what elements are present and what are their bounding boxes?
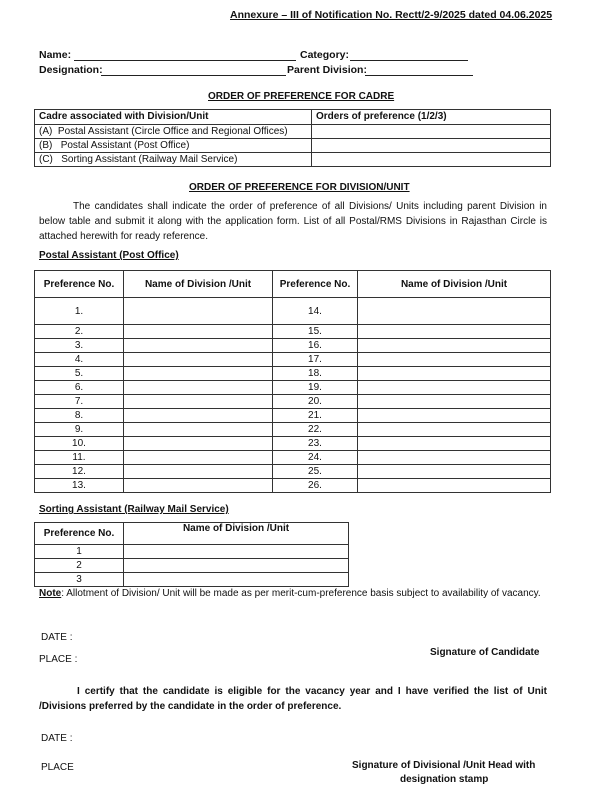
pa-header-division-2: Name of Division /Unit bbox=[358, 271, 551, 298]
pref-no: 20. bbox=[273, 395, 358, 409]
division-cell[interactable] bbox=[358, 367, 551, 381]
pref-no: 11. bbox=[35, 451, 124, 465]
cadre-preference-cell[interactable] bbox=[312, 125, 551, 139]
division-cell[interactable] bbox=[358, 479, 551, 493]
cadre-label: Sorting Assistant (Railway Mail Service) bbox=[61, 154, 238, 165]
head-signature-line1: Signature of Divisional /Unit Head with bbox=[352, 760, 536, 771]
pref-no: 21. bbox=[273, 409, 358, 423]
division-cell[interactable] bbox=[124, 367, 273, 381]
table-row bbox=[35, 423, 551, 437]
sa-header-division: Name of Division /Unit bbox=[124, 523, 349, 545]
cert-place: PLACE bbox=[41, 762, 74, 773]
pref-no: 9. bbox=[35, 423, 124, 437]
division-cell[interactable] bbox=[124, 381, 273, 395]
cert-date: DATE : bbox=[41, 733, 73, 744]
table-row bbox=[35, 367, 551, 381]
division-cell[interactable] bbox=[124, 298, 273, 325]
certification-text: I certify that the candidate is eligible for the vacancy year and I have verified the list of Unit /Divisions preferred by the candidate in the order of preference. bbox=[39, 686, 547, 712]
division-cell[interactable] bbox=[358, 298, 551, 325]
division-cell[interactable] bbox=[124, 339, 273, 353]
division-cell[interactable] bbox=[358, 339, 551, 353]
division-cell[interactable] bbox=[124, 353, 273, 367]
division-cell[interactable] bbox=[358, 465, 551, 479]
pa-table-title: Postal Assistant (Post Office) bbox=[39, 250, 179, 261]
pref-no: 2 bbox=[35, 559, 124, 573]
pref-no: 1. bbox=[35, 298, 124, 325]
pref-no: 2. bbox=[35, 325, 124, 339]
parent-division-label: Parent Division: bbox=[287, 64, 367, 76]
note-text: : Allotment of Division/ Unit will be made as per merit-cum-preference basis subject to availability of vacancy. bbox=[61, 588, 541, 599]
table-row bbox=[35, 545, 349, 559]
pref-no: 23. bbox=[273, 437, 358, 451]
table-row bbox=[35, 395, 551, 409]
cadre-label: Postal Assistant (Circle Office and Regional Offices) bbox=[57, 126, 288, 137]
table-row bbox=[35, 339, 551, 353]
pref-no: 18. bbox=[273, 367, 358, 381]
division-cell[interactable] bbox=[124, 545, 349, 559]
pref-no: 25. bbox=[273, 465, 358, 479]
candidate-date: DATE : bbox=[41, 632, 73, 643]
cadre-row bbox=[35, 125, 551, 139]
candidate-place: PLACE : bbox=[39, 654, 78, 665]
table-row bbox=[35, 409, 551, 423]
category-field[interactable] bbox=[350, 60, 468, 61]
category-label: Category: bbox=[300, 49, 350, 61]
table-row bbox=[35, 559, 349, 573]
division-cell[interactable] bbox=[124, 573, 349, 587]
pref-no: 13. bbox=[35, 479, 124, 493]
pa-header-pref-no: Preference No. bbox=[35, 271, 124, 298]
division-cell[interactable] bbox=[124, 395, 273, 409]
division-cell[interactable] bbox=[358, 353, 551, 367]
division-cell[interactable] bbox=[124, 437, 273, 451]
pref-no: 10. bbox=[35, 437, 124, 451]
pref-no: 3 bbox=[35, 573, 124, 587]
division-cell[interactable] bbox=[124, 559, 349, 573]
sa-table-title: Sorting Assistant (Railway Mail Service) bbox=[39, 504, 229, 515]
pref-no: 3. bbox=[35, 339, 124, 353]
note-label: Note bbox=[39, 588, 62, 599]
table-row bbox=[35, 573, 349, 587]
table-row bbox=[35, 298, 551, 325]
designation-label: Designation: bbox=[39, 64, 103, 76]
pref-no: 19. bbox=[273, 381, 358, 395]
table-row bbox=[35, 451, 551, 465]
candidate-signature: Signature of Candidate bbox=[430, 647, 540, 658]
cadre-row bbox=[35, 139, 551, 153]
cadre-table bbox=[34, 109, 551, 167]
division-cell[interactable] bbox=[358, 325, 551, 339]
pa-header-pref-no-2: Preference No. bbox=[273, 271, 358, 298]
sa-preference-table bbox=[34, 522, 349, 587]
pref-no: 24. bbox=[273, 451, 358, 465]
table-row bbox=[35, 381, 551, 395]
division-cell[interactable] bbox=[358, 381, 551, 395]
pref-no: 16. bbox=[273, 339, 358, 353]
division-cell[interactable] bbox=[124, 423, 273, 437]
pref-no: 12. bbox=[35, 465, 124, 479]
head-signature-line2: designation stamp bbox=[400, 774, 489, 785]
parent-division-field[interactable] bbox=[365, 75, 473, 76]
pref-no: 26. bbox=[273, 479, 358, 493]
table-row bbox=[35, 437, 551, 451]
division-cell[interactable] bbox=[358, 451, 551, 465]
pa-header-division: Name of Division /Unit bbox=[124, 271, 273, 298]
division-cell[interactable] bbox=[358, 437, 551, 451]
pref-no: 5. bbox=[35, 367, 124, 381]
cadre-code: (A) bbox=[39, 126, 53, 137]
pref-no: 14. bbox=[273, 298, 358, 325]
cadre-code: (B) bbox=[39, 140, 53, 151]
table-row bbox=[35, 465, 551, 479]
cadre-col-header: Cadre associated with Division/Unit bbox=[35, 110, 312, 125]
division-cell[interactable] bbox=[358, 423, 551, 437]
designation-field[interactable] bbox=[101, 75, 286, 76]
pref-no: 4. bbox=[35, 353, 124, 367]
sa-header-pref-no: Preference No. bbox=[35, 523, 124, 545]
name-label: Name: bbox=[39, 49, 72, 61]
cadre-row bbox=[35, 153, 551, 167]
division-instructions: The candidates shall indicate the order of preference of all Divisions/ Units including parent Division in below table and submit it along with the application form. List of all Postal/RMS Divisions in Rajasthan Circle is attached herewith for ready reference. bbox=[39, 201, 547, 242]
annexure-heading: Annexure – III of Notification No. Rectt/2-9/2025 dated 04.06.2025 bbox=[230, 9, 553, 21]
note bbox=[39, 587, 547, 601]
division-cell[interactable] bbox=[124, 325, 273, 339]
division-cell[interactable] bbox=[124, 409, 273, 423]
division-cell[interactable] bbox=[124, 465, 273, 479]
pref-no: 1 bbox=[35, 545, 124, 559]
cadre-preference-cell[interactable] bbox=[312, 139, 551, 153]
pref-no: 7. bbox=[35, 395, 124, 409]
division-title: ORDER OF PREFERENCE FOR DIVISION/UNIT bbox=[189, 182, 410, 193]
name-field[interactable] bbox=[74, 60, 296, 61]
pref-no: 6. bbox=[35, 381, 124, 395]
division-cell[interactable] bbox=[124, 479, 273, 493]
cadre-code: (C) bbox=[39, 154, 53, 165]
pref-no: 22. bbox=[273, 423, 358, 437]
pref-no: 17. bbox=[273, 353, 358, 367]
cadre-label: Postal Assistant (Post Office) bbox=[60, 140, 190, 151]
division-cell[interactable] bbox=[124, 451, 273, 465]
pa-preference-table bbox=[34, 270, 551, 493]
table-row bbox=[35, 479, 551, 493]
table-row bbox=[35, 325, 551, 339]
cadre-preference-cell[interactable] bbox=[312, 153, 551, 167]
pref-no: 8. bbox=[35, 409, 124, 423]
pref-no: 15. bbox=[273, 325, 358, 339]
preference-col-header: Orders of preference (1/2/3) bbox=[312, 110, 551, 125]
division-cell[interactable] bbox=[358, 409, 551, 423]
table-row bbox=[35, 353, 551, 367]
cadre-title: ORDER OF PREFERENCE FOR CADRE bbox=[208, 91, 395, 102]
division-cell[interactable] bbox=[358, 395, 551, 409]
